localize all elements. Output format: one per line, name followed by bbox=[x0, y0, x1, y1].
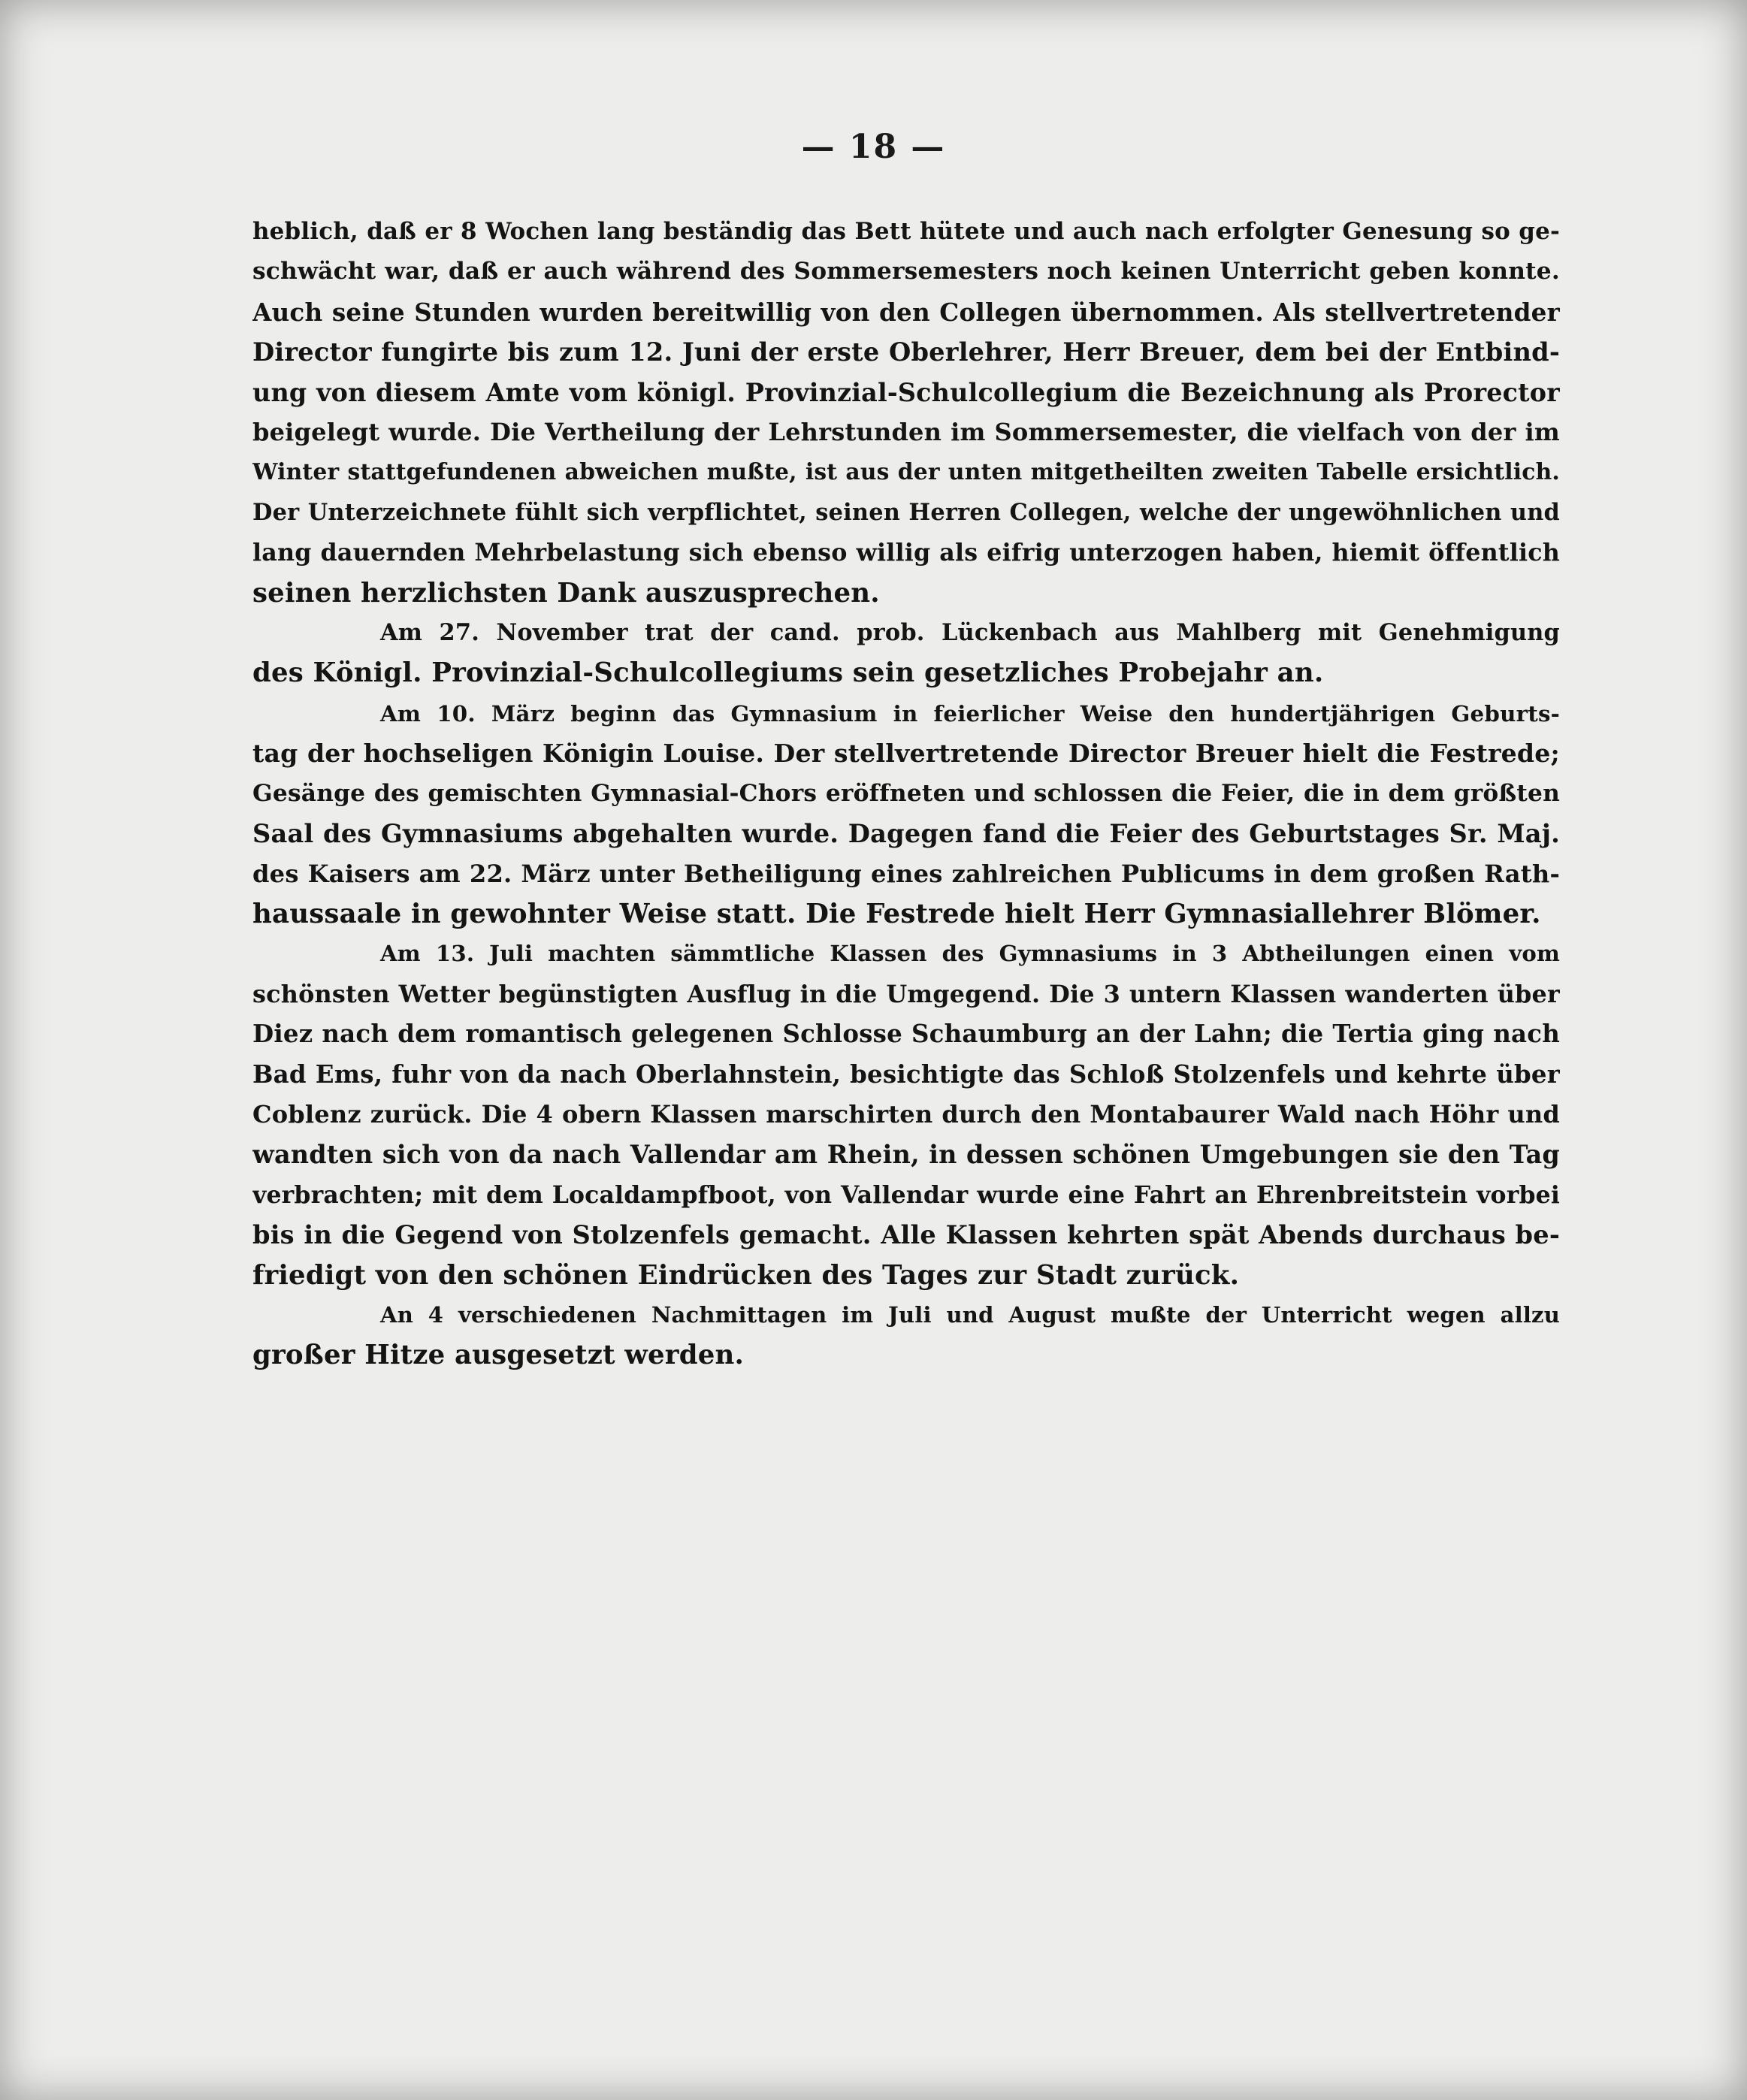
paragraph-heat-cancellation bbox=[252, 1295, 1560, 1376]
text-line: Auch seine Stunden wurden bereitwillig von den Collegen übernommen. Als stellvertretender bbox=[252, 297, 1560, 327]
text-line: Coblenz zurück. Die 4 obern Klassen marschirten durch den Montabaurer Wald nach Höhr und bbox=[252, 1099, 1560, 1129]
text-line: Am 13. Juli machten sämmtliche Klassen des Gymnasiums in 3 Abtheilungen einen vom bbox=[380, 941, 1560, 967]
text-line: schwächt war, daß er auch während des Sommersemesters noch keinen Unterricht geben konnte. bbox=[252, 258, 1560, 286]
text-line: großer Hitze ausgesetzt werden. bbox=[252, 1340, 745, 1371]
text-line: Am 10. März beginn das Gymnasium in feierlicher Weise den hundertjährigen Geburts- bbox=[380, 699, 1560, 727]
text-line: Diez nach dem romantisch gelegenen Schlosse Schaumburg an der Lahn; die Tertia ging nach bbox=[252, 1020, 1560, 1049]
paragraph-probation-year bbox=[252, 613, 1560, 693]
paragraph-celebrations bbox=[252, 693, 1560, 934]
text-line: seinen herzlichsten Dank auszusprechen. bbox=[252, 577, 880, 609]
text-line: Winter stattgefundenen abweichen mußte, ist aus der unten mitgetheilten zweiten Tabelle ersichtlich. bbox=[252, 459, 1560, 486]
text-line: Saal des Gymnasiums abgehalten wurde. Dagegen fand die Feier des Geburtstages Sr. Maj. bbox=[252, 818, 1560, 849]
text-line: Am 27. November trat der cand. prob. Lückenbach aus Mahlberg mit Genehmigung bbox=[380, 619, 1560, 647]
text-line: schönsten Wetter begünstigten Ausflug in die Umgegend. Die 3 untern Klassen wanderten über bbox=[252, 979, 1560, 1008]
text-line: bis in die Gegend von Stolzenfels gemacht. Alle Klassen kehrten spät Abends durchaus be- bbox=[252, 1219, 1560, 1250]
text-line: Gesänge des gemischten Gymnasial-Chors eröffneten und schlossen die Feier, die in dem größten bbox=[252, 779, 1560, 807]
text-line: Der Unterzeichnete fühlt sich verpflichtet, seinen Herren Collegen, welche der ungewöhnlichen und bbox=[252, 498, 1560, 526]
text-line: heblich, daß er 8 Wochen lang beständig das Bett hütete und auch nach erfolgter Genesung so ge- bbox=[252, 218, 1560, 245]
text-line: Director fungirte bis zum 12. Juni der erste Oberlehrer, Herr Breuer, dem bei der Entbind- bbox=[252, 337, 1560, 367]
text-line: ung von diesem Amte vom königl. Provinzial-Schulcollegium die Bezeichnung als Prorector bbox=[252, 377, 1560, 407]
text-line: haussaale in gewohnter Weise statt. Die Festrede hielt Herr Gymnasiallehrer Blömer. bbox=[252, 898, 1541, 929]
text-line: friedigt von den schönen Eindrücken des Tages zur Stadt zurück. bbox=[252, 1259, 1240, 1291]
page-number: — 18 — bbox=[801, 128, 946, 166]
paragraph-excursion bbox=[252, 934, 1560, 1295]
text-line: verbrachten; mit dem Localdampfboot, von Vallendar wurde eine Fahrt an Ehrenbreitstein vorbei bbox=[252, 1180, 1560, 1209]
text-line: Bad Ems, fuhr von da nach Oberlahnstein, besichtigte das Schloß Stolzenfels und kehrte über bbox=[252, 1059, 1560, 1089]
body-text bbox=[252, 212, 1560, 1376]
text-line: wandten sich von da nach Vallendar am Rhein, in dessen schönen Umgebungen sie den Tag bbox=[252, 1140, 1560, 1170]
text-line: lang dauernden Mehrbelastung sich ebenso willig als eifrig unterzogen haben, hiemit öffentlich bbox=[252, 539, 1560, 567]
text-line: beigelegt wurde. Die Vertheilung der Lehrstunden im Sommersemester, die vielfach von der im bbox=[252, 418, 1560, 447]
text-line: des Kaisers am 22. März unter Betheiligung eines zahlreichen Publicums in dem großen Rath- bbox=[252, 859, 1560, 888]
paragraph-illness-substitution bbox=[252, 212, 1560, 613]
text-line: des Königl. Provinzial-Schulcollegiums sein gesetzliches Probejahr an. bbox=[252, 657, 1324, 689]
text-line: An 4 verschiedenen Nachmittagen im Juli und August mußte der Unterricht wegen allzu bbox=[380, 1301, 1560, 1328]
text-line: tag der hochseligen Königin Louise. Der stellvertretende Director Breuer hielt die Festrede; bbox=[252, 739, 1560, 769]
